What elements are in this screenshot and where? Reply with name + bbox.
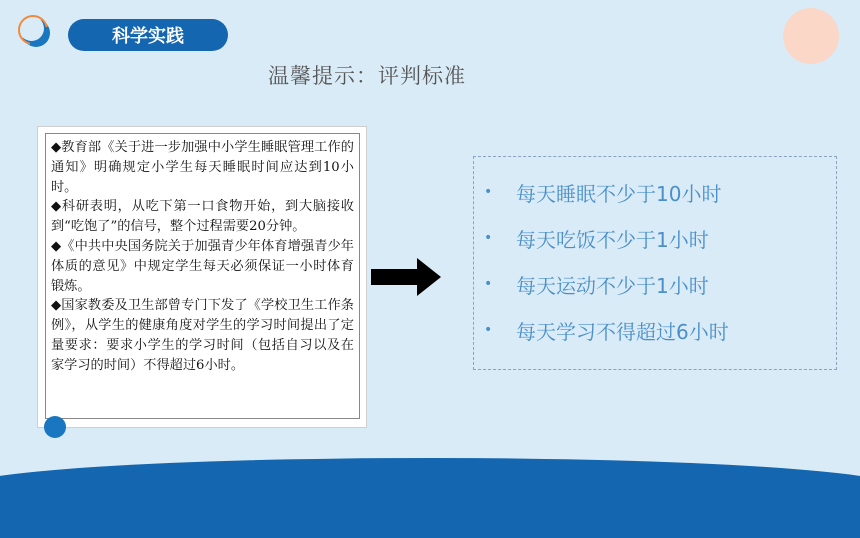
section-title-pill	[68, 19, 228, 51]
footer-wave	[0, 458, 860, 538]
bullet-icon: •	[484, 322, 493, 338]
criteria-item-text: 每天睡眠不少于10小时	[516, 181, 722, 206]
bullet-icon: •	[484, 276, 493, 292]
logo-ring-icon	[22, 19, 50, 47]
reference-document	[37, 126, 367, 428]
criteria-item-text: 每天吃饭不少于1小时	[516, 227, 709, 252]
criteria-item	[484, 215, 729, 261]
document-paragraph: ◆国家教委及卫生部曾专门下发了《学校卫生工作条例》，从学生的健康角度对学生的学习时间提出了定量要求：要求小学生的学习时间（包括自习以及在家学习的时间）不得超过6小时。	[51, 298, 354, 373]
criteria-list	[484, 169, 729, 353]
criteria-item	[484, 261, 729, 307]
page-subtitle: 温馨提示：评判标准	[268, 64, 466, 88]
decorative-dot	[44, 416, 66, 438]
bullet-icon: •	[484, 184, 493, 200]
criteria-item-text: 每天学习不得超过6小时	[516, 319, 729, 344]
document-text-frame	[45, 133, 360, 419]
criteria-box	[473, 156, 837, 370]
decorative-circle	[783, 8, 839, 64]
document-paragraph: ◆教育部《关于进一步加强中小学生睡眠管理工作的通知》明确规定小学生每天睡眠时间应达到10小时。	[51, 140, 354, 195]
criteria-item-text: 每天运动不少于1小时	[516, 273, 709, 298]
document-paragraph: ◆科研表明，从吃下第一口食物开始，到大脑接收到“吃饱了”的信号，整个过程需要20分钟。	[51, 199, 354, 235]
right-arrow-icon	[371, 258, 441, 296]
section-title: 科学实践	[112, 26, 184, 47]
criteria-item	[484, 169, 729, 215]
document-paragraph: ◆《中共中央国务院关于加强青少年体育增强青少年体质的意见》中规定学生每天必须保证一小时体育锻炼。	[51, 238, 354, 294]
criteria-item	[484, 307, 729, 353]
bullet-icon: •	[484, 230, 493, 246]
